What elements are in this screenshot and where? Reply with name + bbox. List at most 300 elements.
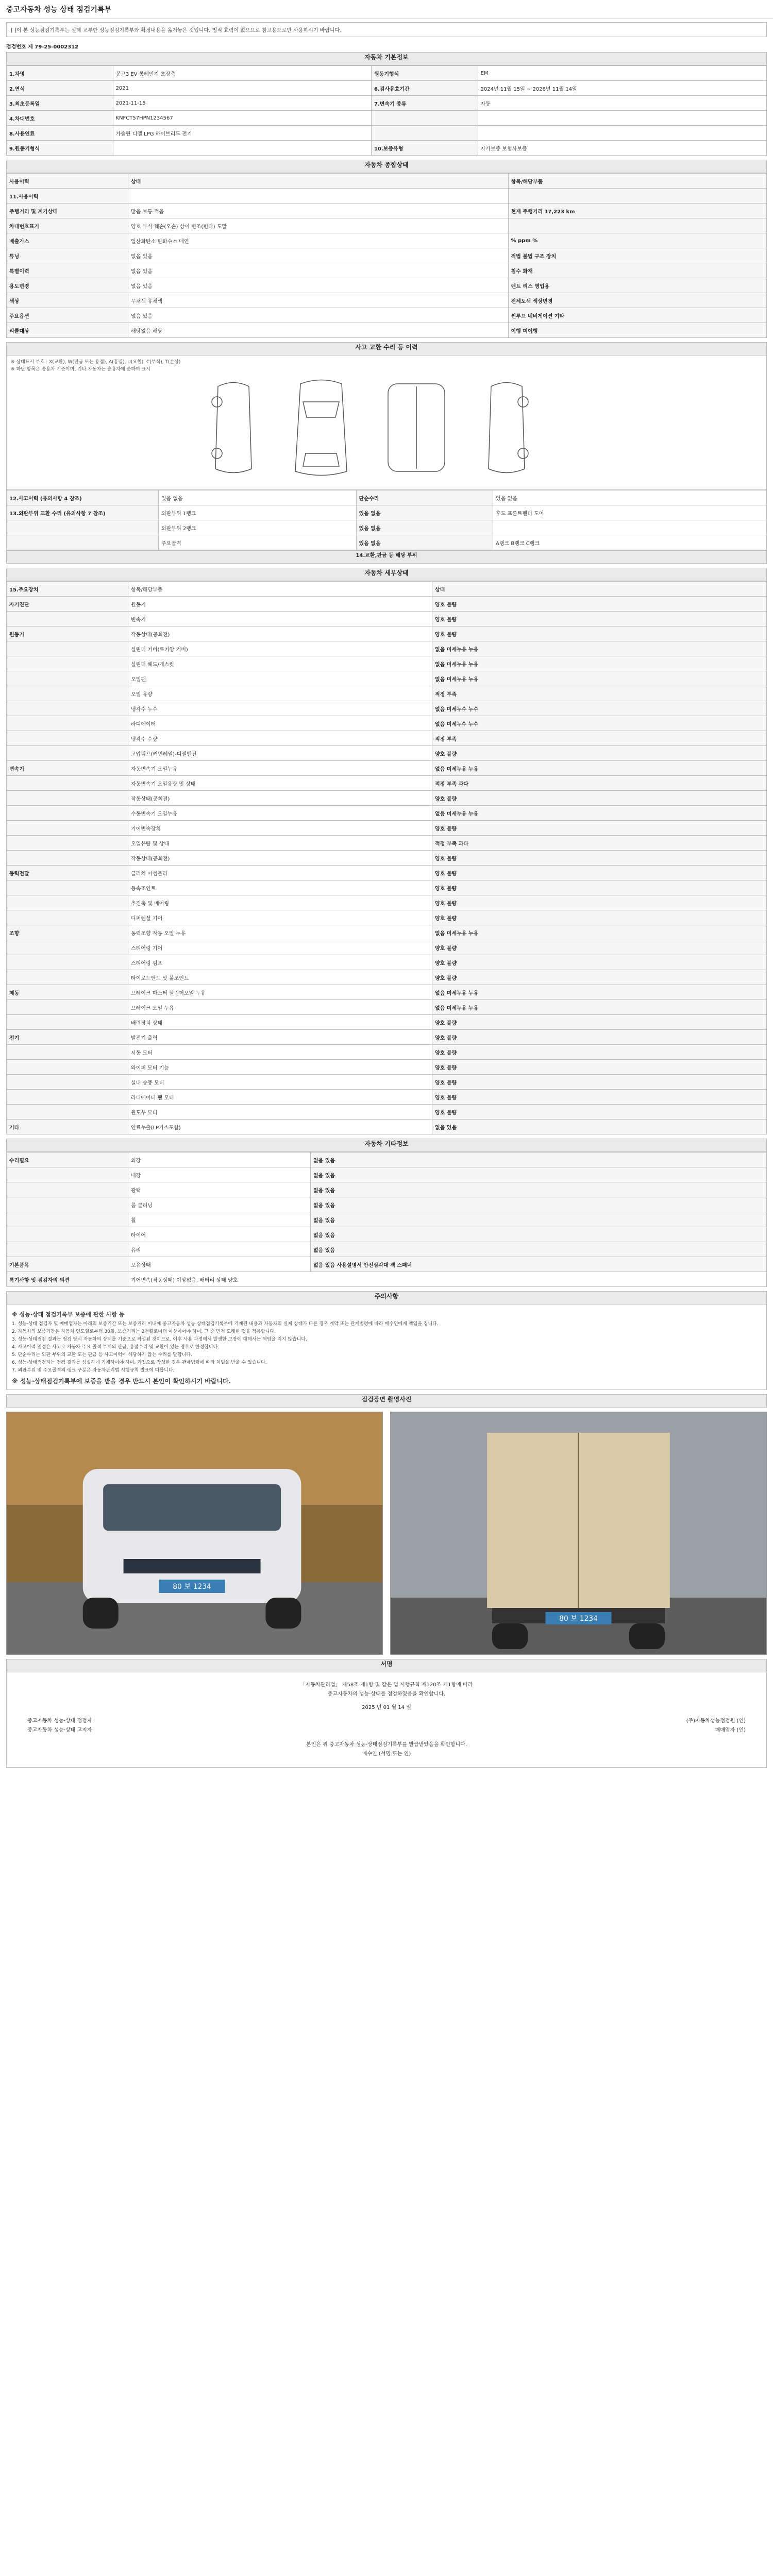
detail-g-cell xyxy=(7,776,128,791)
general-v-cell: 해당없음 해당 xyxy=(128,323,509,338)
detail-g-cell xyxy=(7,716,128,731)
detail-i-cell: 기어변속장치 xyxy=(128,821,432,836)
detail-row xyxy=(7,686,767,701)
damage-legend-2: ※ 하단 항목은 승용차 기준이며, 기타 자동차는 승용차에 준하여 표시 xyxy=(11,367,150,372)
front-plate-text: 80 보 1234 xyxy=(173,1582,211,1591)
car-top-rear-window xyxy=(303,453,339,466)
detail-row xyxy=(7,791,767,806)
general-v-cell: 없음 있음 xyxy=(128,248,509,263)
other-g-cell xyxy=(7,1182,128,1197)
detail-s-cell: 양호 불량 xyxy=(432,1015,767,1030)
car-right-rear-wheel xyxy=(518,448,528,459)
detail-s-cell: 양호 불량 xyxy=(432,612,767,626)
detail-g-cell: 자기진단 xyxy=(7,597,128,612)
detail-g-cell xyxy=(7,746,128,761)
other-i-cell: 유리 xyxy=(128,1242,311,1257)
damage-row xyxy=(7,505,767,520)
general-row xyxy=(7,293,767,308)
detail-i-cell: 디퍼렌셜 기어 xyxy=(128,910,432,925)
detail-status-header: 자동차 세부상태 xyxy=(6,568,767,581)
detail-row xyxy=(7,582,767,597)
damage-v2-cell xyxy=(493,520,767,535)
detail-s-cell: 없음 미세누유 누유 xyxy=(432,671,767,686)
detail-s-cell: 없음 미세누유 누유 xyxy=(432,1000,767,1015)
signature-header: 서명 xyxy=(6,1659,767,1672)
detail-g-cell xyxy=(7,1105,128,1120)
detail-row xyxy=(7,1030,767,1045)
car-top-outline xyxy=(295,380,347,476)
detail-s-cell: 양호 불량 xyxy=(432,1090,767,1105)
detail-row xyxy=(7,1015,767,1030)
other-s-cell: 없음 있음 xyxy=(311,1227,767,1242)
other-g-cell xyxy=(7,1227,128,1242)
detail-g-cell xyxy=(7,1060,128,1075)
basic-row xyxy=(7,96,767,111)
basic-v1-cell: KNFCT57HPN1234567 xyxy=(113,111,372,126)
basic-v2-cell: 자동 xyxy=(478,96,767,111)
detail-s-cell: 없음 미세누유 누유 xyxy=(432,761,767,776)
detail-row xyxy=(7,925,767,940)
basic-k2-cell: 6.검사유효기간 xyxy=(372,81,478,96)
general-row xyxy=(7,263,767,278)
detail-i-cell: 오일유량 및 상태 xyxy=(128,836,432,851)
detail-g-cell xyxy=(7,656,128,671)
car-left-side-outline xyxy=(215,383,251,473)
detail-row xyxy=(7,641,767,656)
detail-i-cell: 수동변속기 오일누유 xyxy=(128,806,432,821)
car-right-side-outline xyxy=(489,383,525,473)
general-k-cell: 특별이력 xyxy=(7,263,128,278)
notes-line: 4. 사고이력 인정은 사고로 자동차 주요 골격 부위의 판금, 용접수리 및 교환이 있는 경우로 한정합니다. xyxy=(12,1345,220,1350)
detail-g-cell xyxy=(7,821,128,836)
notifier-value: 매매업자 (인) xyxy=(715,1727,746,1733)
general-n-cell: 현재 주행거리 17,223 km xyxy=(508,204,767,218)
detail-g-cell xyxy=(7,671,128,686)
signature-line-2: 중고자동차의 성능·상태를 점검하였음을 확인합니다. xyxy=(327,1691,446,1697)
general-n-cell: 썬루프 네비게이션 기타 xyxy=(508,308,767,323)
detail-i-cell: 항목/해당부품 xyxy=(128,582,432,597)
detail-g-cell xyxy=(7,701,128,716)
damage-k-cell: 13.외판부위 교환 수리 (유의사항 7 참조) xyxy=(7,505,159,520)
detail-s-cell: 없음 미세누수 누수 xyxy=(432,716,767,731)
general-v-cell: 일산화탄소 탄화수소 매연 xyxy=(128,233,509,248)
basic-k1-cell: 1.차명 xyxy=(7,66,113,81)
detail-row xyxy=(7,776,767,791)
detail-s-cell: 없음 미세누유 누유 xyxy=(432,925,767,940)
detail-s-cell: 양호 불량 xyxy=(432,866,767,880)
detail-row xyxy=(7,806,767,821)
basic-k2-cell: 원동기형식 xyxy=(372,66,478,81)
general-row xyxy=(7,233,767,248)
detail-i-cell: 냉각수 누수 xyxy=(128,701,432,716)
detail-row xyxy=(7,746,767,761)
detail-s-cell: 양호 불량 xyxy=(432,1030,767,1045)
detail-i-cell: 오일 유량 xyxy=(128,686,432,701)
other-info-header: 자동차 기타정보 xyxy=(6,1139,767,1152)
opinion-label: 특기사항 및 점검자의 의견 xyxy=(7,1272,128,1287)
detail-status-table xyxy=(6,581,767,1134)
general-n-cell: 렌트 리스 영업용 xyxy=(508,278,767,293)
other-g-cell xyxy=(7,1242,128,1257)
inspector-label: 중고자동차 성능·상태 점검자 xyxy=(27,1718,92,1724)
damage-history-table xyxy=(6,490,767,550)
signature-line-1: 「자동차관리법」 제58조 제1항 및 같은 법 시행규칙 제120조 제1항에 따라 xyxy=(300,1682,473,1688)
detail-g-cell xyxy=(7,1075,128,1090)
damage-k-cell xyxy=(7,520,159,535)
signature-date: 2025 년 01 월 14 일 xyxy=(362,1705,411,1710)
detail-s-cell: 양호 불량 xyxy=(432,597,767,612)
detail-s-cell: 양호 불량 xyxy=(432,940,767,955)
detail-g-cell xyxy=(7,970,128,985)
detail-i-cell: 원동기 xyxy=(128,597,432,612)
reference-notice: [ ]이 본 성능점검기록부는 실제 교부한 성능점검기록부와 확정내용을 옮겨놓은 것입니다. 법적 효력이 없으므로 참고용으로만 사용하시기 바랍니다. xyxy=(6,22,767,37)
general-row xyxy=(7,189,767,204)
signature-block xyxy=(6,1672,767,1768)
detail-i-cell: 추진축 및 베어링 xyxy=(128,895,432,910)
general-n-cell xyxy=(508,218,767,233)
detail-row xyxy=(7,716,767,731)
other-row xyxy=(7,1182,767,1197)
detail-s-cell: 양호 불량 xyxy=(432,1105,767,1120)
basic-row xyxy=(7,66,767,81)
detail-i-cell: 클러치 어셈블리 xyxy=(128,866,432,880)
general-n-cell: 전체도색 색상변경 xyxy=(508,293,767,308)
general-col-2: 상태 xyxy=(128,174,509,189)
other-row xyxy=(7,1167,767,1182)
general-k-cell: 차대번호표기 xyxy=(7,218,128,233)
detail-s-cell: 적정 부족 xyxy=(432,686,767,701)
damage-k2-cell: 있음 없음 xyxy=(356,535,493,550)
damage-v-cell: 있음 없음 xyxy=(159,490,357,505)
detail-s-cell: 상태 xyxy=(432,582,767,597)
certificate-number: 점검번호 제 79-25-0002312 xyxy=(6,44,79,50)
basic-k1-cell: 3.최초등록일 xyxy=(7,96,113,111)
other-row xyxy=(7,1212,767,1227)
detail-i-cell: 냉각수 수량 xyxy=(128,731,432,746)
detail-s-cell: 적정 부족 xyxy=(432,731,767,746)
notes-line: 2. 자동차의 보증기간은 자동차 인도일로부터 30일, 보증거리는 2천킬로미터 이상이어야 하며, 그 중 먼저 도래한 것을 적용합니다. xyxy=(12,1329,276,1334)
basic-v1-cell: 2021 xyxy=(113,81,372,96)
damage-v-cell: 외판부위 1랭크 xyxy=(159,505,357,520)
general-k-cell: 주요옵션 xyxy=(7,308,128,323)
basic-row xyxy=(7,126,767,141)
detail-row xyxy=(7,910,767,925)
detail-i-cell: 배력장치 상태 xyxy=(128,1015,432,1030)
other-i-cell: 타이어 xyxy=(128,1227,311,1242)
general-status-header: 자동차 종합상태 xyxy=(6,160,767,173)
general-k-cell: 리콜대상 xyxy=(7,323,128,338)
other-g-cell xyxy=(7,1212,128,1227)
detail-g-cell: 전기 xyxy=(7,1030,128,1045)
detail-g-cell xyxy=(7,686,128,701)
basic-k2-cell: 7.변속기 종류 xyxy=(372,96,478,111)
general-k-cell: 11.사용이력 xyxy=(7,189,128,204)
detail-g-cell xyxy=(7,1015,128,1030)
basic-row xyxy=(7,141,767,156)
damage-v2-cell: A랭크 B랭크 C랭크 xyxy=(493,535,767,550)
other-g-cell xyxy=(7,1197,128,1212)
general-col-3: 항목/해당부품 xyxy=(508,174,767,189)
notes-line: 6. 성능·상태점검자는 점검 결과를 성실하게 기재하여야 하며, 거짓으로 작성한 경우 관계법령에 따라 처벌을 받을 수 있습니다. xyxy=(12,1360,267,1365)
detail-i-cell: 스티어링 펌프 xyxy=(128,955,432,970)
general-row xyxy=(7,308,767,323)
detail-g-cell: 제동 xyxy=(7,985,128,1000)
basic-k2-cell xyxy=(372,126,478,141)
general-row xyxy=(7,323,767,338)
damage-k2-cell: 있음 없음 xyxy=(356,505,493,520)
basic-v1-cell: 봉고3 EV 롱레인지 초장축 xyxy=(113,66,372,81)
detail-g-cell xyxy=(7,940,128,955)
detail-i-cell: 라디에이터 xyxy=(128,716,432,731)
basic-v2-cell xyxy=(478,111,767,126)
general-status-table xyxy=(6,173,767,338)
detail-i-cell: 실린더 커버(로커암 커버) xyxy=(128,641,432,656)
detail-row xyxy=(7,597,767,612)
other-row xyxy=(7,1197,767,1212)
notes-line: 3. 성능·상태점검 결과는 점검 당시 자동차의 상태를 기준으로 작성된 것이므로, 이후 사용 과정에서 발생한 고장에 대해서는 책임을 지지 않습니다. xyxy=(12,1337,307,1342)
buyer-sign: 매수인 (서명 또는 인) xyxy=(362,1751,411,1757)
detail-g-cell: 조향 xyxy=(7,925,128,940)
basic-v1-cell: 2021-11-15 xyxy=(113,96,372,111)
detail-g-cell: 동력전달 xyxy=(7,866,128,880)
notes-heading: ※ 성능·상태 점검기록부 보증에 관한 사항 등 xyxy=(12,1311,125,1318)
detail-g-cell: 원동기 xyxy=(7,626,128,641)
detail-i-cell: 작동상태(공회전) xyxy=(128,626,432,641)
other-s-cell: 없음 있음 xyxy=(311,1197,767,1212)
detail-row xyxy=(7,1105,767,1120)
notes-body xyxy=(6,1304,767,1390)
other-row xyxy=(7,1227,767,1242)
damage-history-header: 사고 교환 수리 등 이력 xyxy=(6,342,767,355)
damage-k2-cell: 단순수리 xyxy=(356,490,493,505)
basic-info-header: 자동차 기본정보 xyxy=(6,52,767,65)
detail-row xyxy=(7,821,767,836)
other-row xyxy=(7,1242,767,1257)
general-n-cell xyxy=(508,189,767,204)
damage-v2-cell: 있음 없음 xyxy=(493,490,767,505)
detail-g-cell xyxy=(7,880,128,895)
general-row xyxy=(7,204,767,218)
detail-row xyxy=(7,701,767,716)
detail-i-cell: 작동상태(공회전) xyxy=(128,851,432,866)
detail-g-cell xyxy=(7,1090,128,1105)
photos-header: 점검장면 촬영사진 xyxy=(6,1394,767,1408)
detail-g-cell xyxy=(7,836,128,851)
general-row xyxy=(7,218,767,233)
detail-s-cell: 없음 미세누유 누유 xyxy=(432,806,767,821)
other-info-table xyxy=(6,1152,767,1287)
basic-v1-cell xyxy=(113,141,372,156)
detail-s-cell: 없음 있음 xyxy=(432,1120,767,1134)
detail-i-cell: 라디에이터 팬 모터 xyxy=(128,1090,432,1105)
detail-s-cell: 양호 불량 xyxy=(432,626,767,641)
basic-k1-cell: 4.차대번호 xyxy=(7,111,113,126)
detail-i-cell: 오일팬 xyxy=(128,671,432,686)
detail-row xyxy=(7,880,767,895)
other-s-cell: 없음 있음 xyxy=(311,1182,767,1197)
detail-row xyxy=(7,955,767,970)
basic-v2-cell: 2024년 11월 15일 ~ 2026년 11월 14일 xyxy=(478,81,767,96)
car-right-front-wheel xyxy=(518,397,528,407)
detail-s-cell: 적정 부족 과다 xyxy=(432,776,767,791)
inspector-value: (주)자동차성능점검원 (인) xyxy=(686,1718,746,1724)
detail-i-cell: 브레이크 오일 누유 xyxy=(128,1000,432,1015)
other-i-cell: 외장 xyxy=(128,1153,311,1167)
other-i-cell: 휠 xyxy=(128,1212,311,1227)
damage-legend-1: ※ 상태표시 부호 : X(교환), W(판금 또는 용접), A(흠집), U(요철), C(부식), T(손상) xyxy=(11,360,181,365)
detail-i-cell: 스티어링 기어 xyxy=(128,940,432,955)
detail-row xyxy=(7,731,767,746)
other-g-cell: 기본품목 xyxy=(7,1257,128,1272)
damage-row xyxy=(7,520,767,535)
basic-v2-cell: 자가보증 보험사보증 xyxy=(478,141,767,156)
basic-info-table xyxy=(6,65,767,156)
rear-plate-text: 80 보 1234 xyxy=(559,1614,598,1623)
detail-i-cell: 브레이크 마스터 실린더오일 누유 xyxy=(128,985,432,1000)
basic-row xyxy=(7,111,767,126)
detail-g-cell xyxy=(7,641,128,656)
detail-s-cell: 없음 미세누유 누유 xyxy=(432,985,767,1000)
damage-row xyxy=(7,535,767,550)
general-v-cell: 무채색 유채색 xyxy=(128,293,509,308)
detail-row xyxy=(7,836,767,851)
detail-g-cell xyxy=(7,1045,128,1060)
damage-v-cell: 외판부위 2랭크 xyxy=(159,520,357,535)
detail-s-cell: 없음 미세누수 누수 xyxy=(432,701,767,716)
basic-v2-cell xyxy=(478,126,767,141)
detail-i-cell: 윈도우 모터 xyxy=(128,1105,432,1120)
other-s-cell: 없음 있음 xyxy=(311,1153,767,1167)
damage-v2-cell: 후드 프론트펜더 도어 xyxy=(493,505,767,520)
detail-i-cell: 와이퍼 모터 기능 xyxy=(128,1060,432,1075)
other-s-cell: 없음 있음 사용설명서 안전삼각대 잭 스패너 xyxy=(311,1257,767,1272)
detail-i-cell: 실내 송풍 모터 xyxy=(128,1075,432,1090)
opinion-value: 기어변속(작동상태) 이상없음, 배터리 상태 양호 xyxy=(128,1272,767,1287)
basic-k2-cell xyxy=(372,111,478,126)
general-v-cell: 많음 보통 적음 xyxy=(128,204,509,218)
detail-s-cell: 양호 불량 xyxy=(432,1060,767,1075)
damage-k-cell xyxy=(7,535,159,550)
detail-s-cell: 양호 불량 xyxy=(432,851,767,866)
detail-g-cell xyxy=(7,895,128,910)
damage-k2-cell: 있음 없음 xyxy=(356,520,493,535)
general-k-cell: 색상 xyxy=(7,293,128,308)
basic-k2-cell: 10.보증유형 xyxy=(372,141,478,156)
detail-row xyxy=(7,612,767,626)
detail-i-cell: 작동상태(공회전) xyxy=(128,791,432,806)
rear-photo xyxy=(390,1412,767,1655)
detail-row xyxy=(7,1075,767,1090)
car-top-windshield xyxy=(303,402,339,417)
detail-g-cell xyxy=(7,806,128,821)
detail-row xyxy=(7,866,767,880)
notifier-label: 중고자동차 성능·상태 고지자 xyxy=(27,1727,92,1733)
general-row xyxy=(7,278,767,293)
general-n-cell: 침수 화재 xyxy=(508,263,767,278)
general-k-cell: 배출가스 xyxy=(7,233,128,248)
detail-i-cell: 시동 모터 xyxy=(128,1045,432,1060)
general-n-cell: 적법 불법 구조 장치 xyxy=(508,248,767,263)
detail-g-cell xyxy=(7,1000,128,1015)
detail-i-cell: 동력조향 작동 오일 누유 xyxy=(128,925,432,940)
detail-s-cell: 양호 불량 xyxy=(432,1075,767,1090)
detail-i-cell: 연료누출(LP가스포함) xyxy=(128,1120,432,1134)
detail-row xyxy=(7,656,767,671)
vehicle-diagram xyxy=(6,355,767,490)
detail-i-cell: 자동변속기 오일누유 xyxy=(128,761,432,776)
basic-k1-cell: 8.사용연료 xyxy=(7,126,113,141)
general-v-cell: 없음 있음 xyxy=(128,308,509,323)
detail-g-cell xyxy=(7,612,128,626)
car-left-rear-wheel xyxy=(212,448,222,459)
basic-k1-cell: 9.원동기형식 xyxy=(7,141,113,156)
notes-line: 1. 성능·상태 점검자 및 매매업자는 아래의 보증기간 또는 보증거리 이내에 중고자동차 성능·상태점검기록부에 기재된 내용과 자동차의 실제 상태가 다른 경우 계약 또는 관계법령에 따라 매수인에게 책임을 집니다. xyxy=(12,1321,439,1327)
detail-s-cell: 양호 불량 xyxy=(432,746,767,761)
detail-g-cell xyxy=(7,955,128,970)
other-i-cell: 보유상태 xyxy=(128,1257,311,1272)
other-i-cell: 룸 클리닝 xyxy=(128,1197,311,1212)
detail-g-cell xyxy=(7,910,128,925)
other-row xyxy=(7,1257,767,1272)
page-title: 중고자동차 성능 상태 점검기록부 xyxy=(0,0,773,19)
general-row xyxy=(7,248,767,263)
detail-s-cell: 없음 미세누유 누유 xyxy=(432,656,767,671)
detail-i-cell: 발전기 출력 xyxy=(128,1030,432,1045)
detail-row xyxy=(7,1120,767,1134)
general-k-cell: 주행거리 및 계기상태 xyxy=(7,204,128,218)
photo-row xyxy=(6,1412,767,1655)
frame-parts-header: 14.교환,판금 등 해당 부위 xyxy=(6,550,767,564)
car-outline-diagram xyxy=(203,376,563,479)
detail-i-cell: 자동변속기 오일유량 및 상태 xyxy=(128,776,432,791)
other-s-cell: 없음 있음 xyxy=(311,1212,767,1227)
detail-s-cell: 양호 불량 xyxy=(432,880,767,895)
detail-row xyxy=(7,940,767,955)
other-s-cell: 없음 있음 xyxy=(311,1167,767,1182)
basic-v1-cell: 가솔린 디젤 LPG 하이브리드 전기 xyxy=(113,126,372,141)
damage-k-cell: 12.사고이력 (유의사항 4 참조) xyxy=(7,490,159,505)
detail-g-cell xyxy=(7,731,128,746)
detail-row xyxy=(7,761,767,776)
front-photo xyxy=(6,1412,383,1655)
basic-k1-cell: 2.연식 xyxy=(7,81,113,96)
notes-line: 7. 외판부위 및 주요골격의 랭크 구분은 자동차관리법 시행규칙 별표에 따릅니다. xyxy=(12,1368,175,1373)
general-k-cell: 튜닝 xyxy=(7,248,128,263)
detail-s-cell: 양호 불량 xyxy=(432,910,767,925)
detail-g-cell: 기타 xyxy=(7,1120,128,1134)
detail-s-cell: 양호 불량 xyxy=(432,970,767,985)
detail-s-cell: 양호 불량 xyxy=(432,791,767,806)
detail-i-cell: 타이로드엔드 및 볼조인트 xyxy=(128,970,432,985)
detail-s-cell: 양호 불량 xyxy=(432,955,767,970)
detail-g-cell xyxy=(7,851,128,866)
general-v-cell: 없음 있음 xyxy=(128,263,509,278)
detail-row xyxy=(7,1000,767,1015)
detail-g-cell: 변속기 xyxy=(7,761,128,776)
notes-header: 주의사항 xyxy=(6,1291,767,1304)
general-v-cell: 양호 부식 훼손(오손) 상이 변조(변타) 도말 xyxy=(128,218,509,233)
basic-row xyxy=(7,81,767,96)
detail-s-cell: 양호 불량 xyxy=(432,895,767,910)
detail-s-cell: 적정 부족 과다 xyxy=(432,836,767,851)
general-col-1: 사용이력 xyxy=(7,174,128,189)
general-n-cell: % ppm % xyxy=(508,233,767,248)
other-i-cell: 광택 xyxy=(128,1182,311,1197)
receipt-text: 본인은 위 중고자동차 성능·상태점검기록부를 발급받았음을 확인합니다. xyxy=(306,1742,467,1748)
damage-v-cell: 주요골격 xyxy=(159,535,357,550)
detail-s-cell: 양호 불량 xyxy=(432,1045,767,1060)
detail-row xyxy=(7,1090,767,1105)
